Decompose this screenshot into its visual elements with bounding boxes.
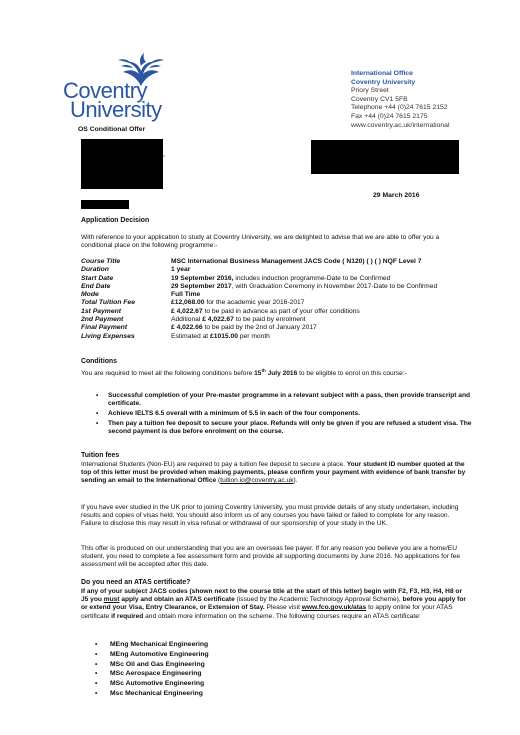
fax-number: Fax +44 (0)24 7615 2175 [351,112,428,120]
prior-uk-study-paragraph: If you have ever studied in the UK prior to joining Coventry University, you must provide details of any study undertaken, including results and copies of visas held. You should also inform us of any courses you have failed or failed to complete for any reason. Failure to disclose this may result in visa refusal or withdrawal of our sponsorship of your study in the UK. [81,504,459,528]
bullet-icon: • [96,420,99,428]
bullet-icon: • [96,410,99,418]
bullet-icon: • [95,689,98,697]
website-url: www.coventry.ac.uk/international [351,121,450,129]
detail-value: MSC International Business Management JACS Code ( N120) ( ) ( ) NQF Level 7 [171,258,422,265]
atas-course-item: • MSc Oil and Gas Engineering [95,660,205,668]
atas-course-item: • Msc Mechanical Engineering [95,689,203,697]
contact-address-block [351,70,511,130]
atas-course-item: • MEng Mechanical Engineering [95,641,209,648]
detail-label: 2nd Payment [81,316,124,324]
detail-value: £ 4,022.67 to be paid in advance as part of your offer conditions [171,307,360,315]
bullet-icon: • [95,680,98,688]
atas-course-list [95,640,209,699]
detail-value: 19 September 2016, includes induction programme-Date to be Confirmed [171,274,391,282]
detail-value: £12,068.00 for the academic year 2016-2017 [171,299,305,307]
fee-status-paragraph: This offer is produced on our understanding that you are an overseas fee payer. If for any reason you believe you are a home/EU student, you need to complete a fee assessment form and provide all supporting documents by June 2016. No applications for fee assessment will be accepted after this date. [81,545,461,569]
detail-row-end-date [81,283,481,291]
detail-value: Estimated at £1015.00 per month [171,332,270,340]
conditions-intro: You are required to meet all the following conditions before 15th July 2016 to be eligible to enrol on this course:- [81,368,407,378]
detail-label: Mode [81,291,99,299]
detail-value: 1 year [171,266,191,274]
condition-item: • Then pay a tuition fee deposit to secure your place. Refunds will only be given if you are refused a student visa. The second payment is due before enrolment on the course. [96,420,472,436]
bullet-icon: • [95,641,98,648]
detail-label: 1st Payment [81,307,122,315]
redacted-salutation [81,200,129,209]
bullet-icon: • [95,650,98,658]
conditions-heading: Conditions [81,358,117,365]
atas-course-item: • MEng Automotive Engineering [95,650,209,658]
atas-course-item: • MSc Automotive Engineering [95,680,205,688]
redacted-recipient-address [81,139,163,189]
condition-item: • Successful completion of your Pre-master programme in a relevant subject with a pass, then provide transcript and certificate. [96,392,471,408]
detail-value: Additional £ 4,022.67 to be paid by enrolment [171,316,306,324]
logo-wordmark-coventry: Coventry [63,78,148,103]
atas-heading: Do you need an ATAS certificate? [81,579,191,586]
detail-label: Living Expenses [81,332,135,340]
detail-label: Start Date [81,274,114,282]
conditions-list [96,392,476,438]
application-decision-heading: Application Decision [81,217,150,224]
detail-label: Course Title [81,258,121,265]
detail-label: Total Tuition Fee [81,299,135,307]
bullet-icon: • [95,670,98,678]
tuition-email-link[interactable]: tuition.io@coventry.ac.uk [220,477,294,485]
detail-row-final-payment [81,324,481,332]
detail-row-mode [81,291,481,299]
atas-course-item: • MSc Aerospace Engineering [95,670,202,678]
detail-row-duration [81,266,481,274]
university-name: Coventry University [351,78,416,86]
detail-row-2nd-payment [81,316,481,324]
street-address: Priory Street [351,87,389,95]
condition-item: • Achieve IELTS 6.5 overall with a minimum of 5.5 in each of the four components. [96,410,360,418]
address-comma: , [163,151,165,158]
bullet-icon: • [96,392,99,399]
redacted-student-reference [311,140,459,174]
tuition-fees-heading: Tuition fees [81,452,120,459]
atas-paragraph: If any of your subject JACS codes (shown next to the course title at the start of this letter) begin with F2, F3, H3, H4, H8 or J5 you must apply and obtain an ATAS certificate (issued by the Academic Technology Approval Scheme), before you apply for or extend your Visa, Entry Clearance, or Extension of Stay. Please visit www.fco.gov.uk/atas to apply online for your ATAS certificate if required and obtain more information on the scheme. The following courses require an ATAS certificate: [81,588,466,620]
detail-row-total-tuition-fee [81,299,481,307]
detail-label: End Date [81,282,111,290]
detail-row-living-expenses [81,333,481,341]
intro-paragraph: With reference to your application to study at Coventry University, we are delighted to advise that we are able to offer you a conditional place on the following programme:- [81,234,440,250]
detail-row-course-title [81,258,481,266]
letter-date: 29 March 2016 [373,192,420,199]
office-name: International Office [351,70,413,77]
atas-website-link[interactable]: www.fco.gov.uk/atas [301,604,367,612]
detail-value: 29 September 2017, with Graduation Ceremony in November 2017-Date to be Confirmed [171,282,438,290]
detail-label: Final Payment [81,324,128,332]
bullet-icon: • [95,660,98,668]
offer-type-label: OS Conditional Offer [78,126,146,133]
detail-row-start-date [81,275,481,283]
telephone-number: Telephone +44 (0)24 7615 2152 [351,104,448,112]
detail-value: £ 4,022.66 to be paid by the 2nd of January 2017 [171,324,317,332]
detail-row-1st-payment [81,308,481,316]
programme-details-table [81,258,481,341]
logo-wordmark-university: University [70,97,162,122]
detail-value: Full Time [171,291,201,299]
tuition-fees-paragraph: International Students (Non-EU) are required to pay a tuition fee deposit to secure a place. Your student ID number quoted at the top of this letter must be provided when making payments, please confirm your payment with evidence of bank transfer by sending an email to the International Office (tuition.io@coventry.ac.uk). [81,461,466,485]
detail-label: Duration [81,266,109,274]
city-postcode: Coventry CV1 5FB [351,95,408,103]
